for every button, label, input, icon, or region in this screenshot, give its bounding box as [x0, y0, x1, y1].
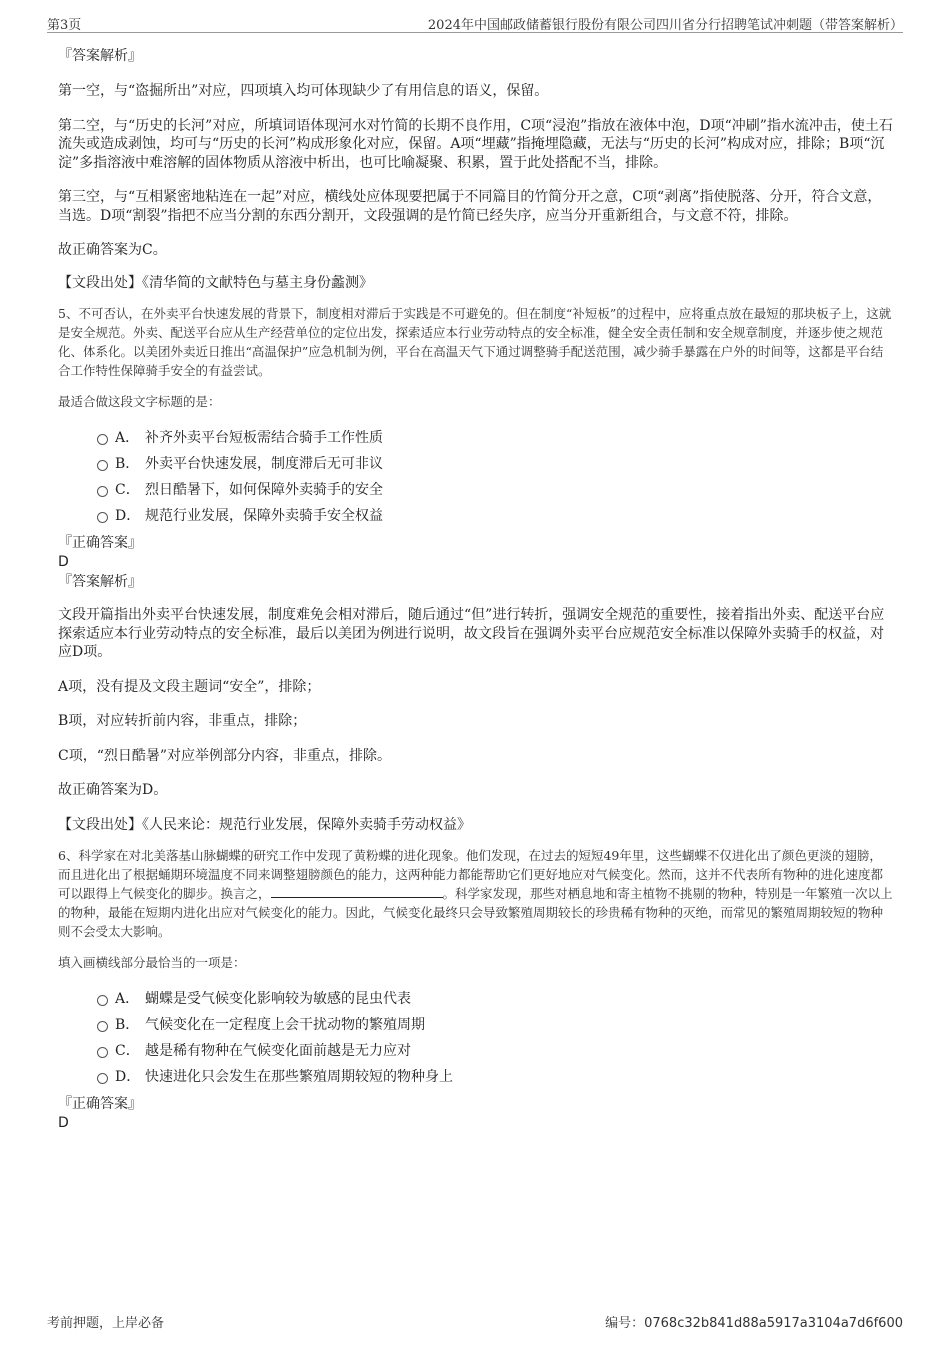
option-list [56, 425, 894, 529]
fill-blank [271, 885, 443, 898]
analysis-paragraph: 第二空，与“历史的长河”对应，所填词语体现河水对竹简的长期不良作用，C项“浸泡”指放在液体中泡，D项“冲刷”指水流冲击，使土石流失或造成剥蚀，均可与“历史的长河”构成形象化对应，保留。A项“埋藏”指掩埋隐藏，无法与“历史的长河”构成对应，排除；B项“沉淀”多指溶液中难溶解的固体物质从溶液中析出，也可比喻凝聚、积累，置于此处搭配不当，排除。 [58, 117, 893, 171]
analysis-label: 『答案解析』 [58, 48, 142, 64]
radio-icon[interactable] [97, 512, 108, 523]
radio-icon[interactable] [97, 434, 108, 445]
analysis-paragraph: A项，没有提及文段主题词“安全”，排除； [58, 678, 321, 695]
option-b[interactable]: B． 气候变化在一定程度上会干扰动物的繁殖周期 [56, 1012, 894, 1038]
correct-answer: D [58, 554, 69, 570]
page-number: 第3页 [47, 18, 82, 33]
radio-icon[interactable] [97, 995, 108, 1006]
conclusion: 故正确答案为C。 [58, 242, 167, 258]
analysis-paragraph: 第一空，与“盗掘所出”对应，四项填入均可体现缺少了有用信息的语义，保留。 [58, 83, 549, 99]
option-c[interactable]: C． 烈日酷暑下，如何保障外卖骑手的安全 [56, 477, 894, 503]
radio-icon[interactable] [97, 486, 108, 497]
question-prompt: 填入画横线部分最恰当的一项是： [58, 955, 246, 970]
analysis-paragraph: B项，对应转折前内容，非重点，排除； [58, 713, 307, 729]
question-stem: 6、科学家在对北美落基山脉蝴蝶的研究工作中发现了黄粉蝶的进化现象。他们发现，在过去的短短49年里，这些蝴蝶不仅进化出了颜色更淡的翅膀，而且进化出了根据蛹期环境温度不同来调整翅膀颜色的能力，这两种能力都能帮助它们更好地应对气候变化。然而，这并不代表所有物种的进化速度都可以跟得上气候变化的脚步。换言之， 。科学家发现，那些对栖息地和寄主植物不挑剔的物种，特别是一年繁殖一次以上的物种，最能在短期内进化出应对气候变化的能力。因此，气候变化最终只会导致繁殖周期较长的珍贵稀有物种的灭绝，而常见的繁殖周期较短的物种则不会受太大影响。 [58, 848, 893, 939]
document-title: 2024年中国邮政储蓄银行股份有限公司四川省分行招聘笔试冲刺题（带答案解析） [427, 18, 903, 33]
option-d[interactable]: D． 快速进化只会发生在那些繁殖周期较短的物种身上 [56, 1064, 894, 1090]
question-stem: 5、不可否认，在外卖平台快速发展的背景下，制度相对滞后于实践是不可避免的。但在制度“补短板”的过程中，应将重点放在最短的那块板子上，这就是安全规范。外卖、配送平台应从生产经营单位的定位出发，探索适应本行业劳动特点的安全标准，健全安全责任制和安全规章制度，并逐步使之规范化、体系化。以美团外卖近日推出“高温保护”应急机制为例，平台在高温天气下通过调整骑手配送范围，减少骑手暴露在户外的时间等，这都是平台结合工作特性保障骑手安全的有益尝试。 [58, 306, 892, 378]
radio-icon[interactable] [97, 1073, 108, 1084]
footer-slogan: 考前押题，上岸必备 [47, 1316, 165, 1331]
option-list [56, 986, 894, 1090]
answer-label: 『正确答案』 [58, 1096, 142, 1112]
option-a[interactable]: A． 蝴蝶是受气候变化影响较为敏感的昆虫代表 [56, 986, 894, 1012]
option-c[interactable]: C． 越是稀有物种在气候变化面前越是无力应对 [56, 1038, 894, 1064]
analysis-label: 『答案解析』 [58, 574, 142, 590]
conclusion: 故正确答案为D。 [58, 782, 168, 798]
option-b[interactable]: B． 外卖平台快速发展，制度滞后无可非议 [56, 451, 894, 477]
source-citation: 【文段出处】《清华简的文献特色与墓主身份蠡测》 [58, 274, 373, 291]
page-content [56, 46, 894, 1133]
option-d[interactable]: D． 规范行业发展，保障外卖骑手安全权益 [56, 503, 894, 529]
radio-icon[interactable] [97, 1021, 108, 1032]
correct-answer: D [58, 1115, 69, 1131]
analysis-paragraph: C项，“烈日酷暑”对应举例部分内容，非重点，排除。 [58, 747, 392, 764]
analysis-paragraph: 文段开篇指出外卖平台快速发展，制度难免会相对滞后，随后通过“但”进行转折，强调安全规范的重要性，接着指出外卖、配送平台应探索适应本行业劳动特点的安全标准，最后以美团为例进行说明，故文段旨在强调外卖平台应规范安全标准以保障外卖骑手的权益，对应D项。 [58, 607, 885, 660]
radio-icon[interactable] [97, 460, 108, 471]
option-a[interactable]: A． 补齐外卖平台短板需结合骑手工作性质 [56, 425, 894, 451]
page-header [47, 12, 903, 33]
radio-icon[interactable] [97, 1047, 108, 1058]
document-code: 编号：0768c32b841d88a5917a3104a7d6f600 [605, 1316, 903, 1331]
question-prompt: 最适合做这段文字标题的是： [58, 394, 221, 409]
analysis-paragraph: 第三空，与“互相紧密地粘连在一起”对应，横线处应体现要把属于不同篇目的竹简分开之意，C项“剥离”指使脱落、分开，符合文意，当选。D项“割裂”指把不应当分割的东西分割开，文段强调的是竹简已经失序，应当分开重新组合，与文意不符，排除。 [58, 189, 882, 224]
answer-label: 『正确答案』 [58, 535, 142, 551]
source-citation: 【文段出处】《人民来论：规范行业发展，保障外卖骑手劳动权益》 [58, 816, 471, 833]
